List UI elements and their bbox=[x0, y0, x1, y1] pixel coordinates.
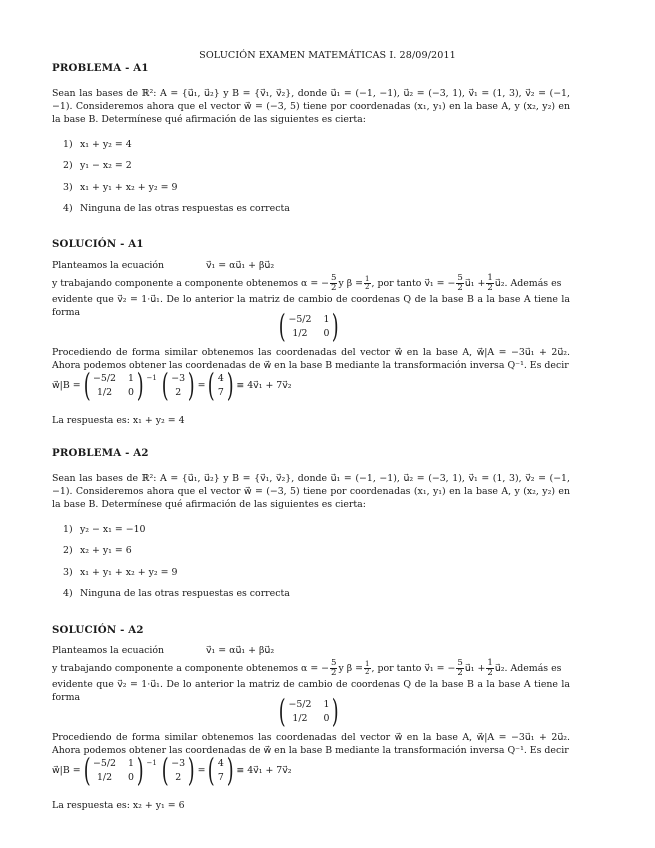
matrix-cell: 1/2 bbox=[96, 771, 113, 783]
fraction-numerator: 1 bbox=[487, 657, 493, 668]
matrix-cell: 0 bbox=[128, 771, 134, 783]
inverse-matrix bbox=[81, 366, 157, 404]
text-fragment: y β = bbox=[338, 662, 364, 674]
fraction-numerator: 5 bbox=[457, 272, 463, 283]
fraction-numerator: 1 bbox=[487, 272, 493, 283]
fraction-denominator: 2 bbox=[331, 282, 337, 293]
matrix-cell: 1 bbox=[128, 757, 134, 769]
result-equation: ≡ 4v⃗₁ + 7v⃗₂ bbox=[236, 379, 292, 391]
fraction-denominator: 2 bbox=[457, 667, 463, 678]
plant-equation: v⃗₁ = αu⃗₁ + βu⃗₂ bbox=[206, 645, 275, 656]
text-fragment: u⃗₂. Además es bbox=[494, 277, 562, 289]
matrix-grid bbox=[93, 372, 134, 399]
option-item bbox=[63, 202, 463, 215]
fraction-numerator: 1 bbox=[365, 274, 370, 283]
procedure-text: Procediendo de forma similar obtenemos las coordenadas del vector w⃗ en la base A, w⃗|A = −3u⃗₁ + 2u⃗₂. Ahora podemos obtener las coordenadas de w⃗ en la base B mediante la transformación inversa Q⁻¹. Es decir bbox=[52, 732, 570, 756]
inverse-exponent: −1 bbox=[146, 759, 157, 767]
left-paren: ( bbox=[83, 751, 91, 789]
solution-line bbox=[52, 271, 570, 295]
solution-line bbox=[52, 656, 570, 680]
option-number: 2) bbox=[63, 545, 73, 556]
beta-fraction bbox=[364, 661, 370, 676]
answer-line: La respuesta es: x₂ + y₁ = 6 bbox=[52, 800, 185, 811]
option-item bbox=[63, 587, 463, 600]
fraction-denominator: 2 bbox=[331, 667, 337, 678]
vector-cell: 7 bbox=[217, 771, 224, 783]
text-fragment: y trabajando componente a componente obtenemos α = − bbox=[52, 277, 330, 289]
right-paren: ) bbox=[332, 307, 340, 345]
option-item bbox=[63, 544, 463, 557]
text-fragment: y β = bbox=[338, 277, 364, 289]
option-item bbox=[63, 159, 463, 172]
left-paren: ( bbox=[83, 366, 91, 404]
matrix-cell: −5/2 bbox=[288, 698, 312, 710]
text-fragment: , por tanto v⃗₁ = − bbox=[371, 662, 456, 674]
right-paren: ) bbox=[226, 751, 234, 789]
option-text: Ninguna de las otras respuestas es correcta bbox=[80, 203, 290, 214]
vector-cell: −3 bbox=[171, 757, 186, 769]
matrix-cell: 1/2 bbox=[96, 386, 113, 398]
result-equation: ≡ 4v⃗₁ + 7v⃗₂ bbox=[236, 764, 292, 776]
matrix-cell: −5/2 bbox=[93, 372, 116, 384]
right-paren: ) bbox=[187, 751, 195, 789]
text-fragment: y trabajando componente a componente obtenemos α = − bbox=[52, 662, 330, 674]
vector-grid bbox=[171, 372, 185, 399]
option-text: Ninguna de las otras respuestas es correcta bbox=[80, 588, 290, 599]
input-vector bbox=[159, 366, 198, 404]
vector-cell: 2 bbox=[175, 771, 182, 783]
left-paren: ( bbox=[278, 692, 286, 730]
vector-cell: 7 bbox=[217, 386, 224, 398]
solution-text: evidente que v⃗₂ = 1·u⃗₁. De lo anterior la matriz de cambio de coordenas Q de la base B a la base A tiene la forma bbox=[52, 679, 570, 703]
matrix-grid bbox=[93, 757, 134, 784]
vector-grid bbox=[171, 757, 185, 784]
right-paren: ) bbox=[332, 692, 340, 730]
matrix-cell: −5/2 bbox=[93, 757, 116, 769]
alpha-fraction bbox=[330, 274, 337, 293]
plant-label: Planteamos la ecuación bbox=[52, 260, 165, 271]
right-paren: ) bbox=[136, 751, 144, 789]
vector-cell: 4 bbox=[217, 372, 224, 384]
solution-title: SOLUCIÓN - A1 bbox=[52, 238, 144, 250]
wb-label: w⃗|B = bbox=[52, 764, 81, 776]
vector-cell: 4 bbox=[217, 757, 224, 769]
plant-label: Planteamos la ecuación bbox=[52, 645, 165, 656]
solution-text: evidente que v⃗₂ = 1·u⃗₁. De lo anterior la matriz de cambio de coordenas Q de la base B a la base A tiene la forma bbox=[52, 294, 570, 318]
right-paren: ) bbox=[226, 366, 234, 404]
inverse-equation bbox=[52, 368, 570, 402]
matrix-cell: −5/2 bbox=[288, 313, 312, 325]
option-text: y₂ − x₁ = −10 bbox=[80, 524, 146, 535]
option-text: y₁ − x₂ = 2 bbox=[80, 160, 132, 171]
option-text: x₁ + y₂ = 4 bbox=[80, 139, 132, 150]
matrix-cell: 1/2 bbox=[292, 327, 308, 339]
option-number: 3) bbox=[63, 182, 73, 193]
equals-sign: = bbox=[197, 764, 206, 776]
text-fragment: u⃗₁ + bbox=[464, 277, 486, 289]
left-paren: ( bbox=[208, 366, 216, 404]
problem-title: PROBLEMA - A2 bbox=[52, 447, 149, 459]
left-paren: ( bbox=[161, 751, 169, 789]
matrix-cell: 1 bbox=[323, 313, 330, 325]
inverse-matrix bbox=[81, 751, 157, 789]
right-paren: ) bbox=[136, 366, 144, 404]
left-paren: ( bbox=[161, 366, 169, 404]
v1-fraction-1 bbox=[456, 659, 463, 678]
inverse-equation bbox=[52, 753, 570, 787]
option-item bbox=[63, 181, 463, 194]
output-vector bbox=[205, 751, 236, 789]
document-header: SOLUCIÓN EXAMEN MATEMÁTICAS I. 28/09/2011 bbox=[199, 50, 456, 61]
equals-sign: = bbox=[197, 379, 206, 391]
fraction-denominator: 2 bbox=[457, 282, 463, 293]
solution-title: SOLUCIÓN - A2 bbox=[52, 624, 144, 636]
right-paren: ) bbox=[187, 366, 195, 404]
v1-fraction-1 bbox=[456, 274, 463, 293]
text-fragment: u⃗₂. Además es bbox=[494, 662, 562, 674]
option-item bbox=[63, 566, 463, 579]
problem-statement: Sean las bases de ℝ²: A = {u⃗₁, u⃗₂} y B = {v⃗₁, v⃗₂}, donde u⃗₁ = (−1, −1), u⃗₂ = (−3, 1), v⃗₁ = (1, 3), v⃗₂ = (−1, −1). Consideremos ahora que el vector w⃗ = (−3, 5) tiene por coordenadas (x₁, y₁) en la base A, y (x₂, y₂) en la base B. Determínese qué afirmación de las siguientes es cierta: bbox=[52, 473, 570, 510]
option-number: 2) bbox=[63, 160, 73, 171]
left-paren: ( bbox=[278, 307, 286, 345]
matrix-cell: 1/2 bbox=[292, 712, 308, 724]
option-item bbox=[63, 523, 463, 536]
fraction-numerator: 5 bbox=[457, 657, 463, 668]
answer-line: La respuesta es: x₁ + y₂ = 4 bbox=[52, 415, 185, 426]
input-vector bbox=[159, 751, 198, 789]
option-number: 3) bbox=[63, 567, 73, 578]
matrix-cell: 0 bbox=[323, 712, 330, 724]
fraction-denominator: 2 bbox=[487, 667, 493, 678]
matrix-q bbox=[276, 307, 342, 345]
option-item bbox=[63, 138, 463, 151]
beta-fraction bbox=[364, 276, 370, 291]
wb-label: w⃗|B = bbox=[52, 379, 81, 391]
option-number: 1) bbox=[63, 524, 73, 535]
matrix-grid bbox=[288, 698, 329, 725]
text-fragment: u⃗₁ + bbox=[464, 662, 486, 674]
option-number: 4) bbox=[63, 203, 73, 214]
procedure-text: Procediendo de forma similar obtenemos las coordenadas del vector w⃗ en la base A, w⃗|A = −3u⃗₁ + 2u⃗₂. Ahora podemos obtener las coordenadas de w⃗ en la base B mediante la transformación inversa Q⁻¹. Es decir bbox=[52, 347, 570, 371]
matrix-cell: 1 bbox=[323, 698, 330, 710]
fraction-denominator: 2 bbox=[365, 282, 370, 291]
inverse-exponent: −1 bbox=[146, 374, 157, 382]
option-text: x₂ + y₁ = 6 bbox=[80, 545, 132, 556]
vector-cell: −3 bbox=[171, 372, 186, 384]
alpha-fraction bbox=[330, 659, 337, 678]
matrix-q bbox=[276, 692, 342, 730]
option-number: 4) bbox=[63, 588, 73, 599]
problem-title: PROBLEMA - A1 bbox=[52, 62, 149, 74]
option-text: x₁ + y₁ + x₂ + y₂ = 9 bbox=[80, 182, 178, 193]
plant-equation: v⃗₁ = αu⃗₁ + βu⃗₂ bbox=[206, 260, 275, 271]
problem-statement: Sean las bases de ℝ²: A = {u⃗₁, u⃗₂} y B = {v⃗₁, v⃗₂}, donde u⃗₁ = (−1, −1), u⃗₂ = (−3, 1), v⃗₁ = (1, 3), v⃗₂ = (−1, −1). Consideremos ahora que el vector w⃗ = (−3, 5) tiene por coordenadas (x₁, y₁) en la base A, y (x₂, y₂) en la base B. Determínese qué afirmación de las siguientes es cierta: bbox=[52, 88, 570, 125]
v1-fraction-2 bbox=[486, 659, 493, 678]
fraction-numerator: 5 bbox=[331, 272, 337, 283]
vector-grid bbox=[218, 757, 224, 784]
matrix-grid bbox=[288, 313, 329, 340]
fraction-denominator: 2 bbox=[365, 667, 370, 676]
option-text: x₁ + y₁ + x₂ + y₂ = 9 bbox=[80, 567, 178, 578]
matrix-cell: 0 bbox=[128, 386, 134, 398]
output-vector bbox=[205, 366, 236, 404]
option-number: 1) bbox=[63, 139, 73, 150]
fraction-denominator: 2 bbox=[487, 282, 493, 293]
left-paren: ( bbox=[208, 751, 216, 789]
text-fragment: , por tanto v⃗₁ = − bbox=[371, 277, 456, 289]
matrix-cell: 0 bbox=[323, 327, 330, 339]
fraction-numerator: 1 bbox=[365, 659, 370, 668]
fraction-numerator: 5 bbox=[331, 657, 337, 668]
vector-cell: 2 bbox=[175, 386, 182, 398]
matrix-cell: 1 bbox=[128, 372, 134, 384]
vector-grid bbox=[218, 372, 224, 399]
v1-fraction-2 bbox=[486, 274, 493, 293]
